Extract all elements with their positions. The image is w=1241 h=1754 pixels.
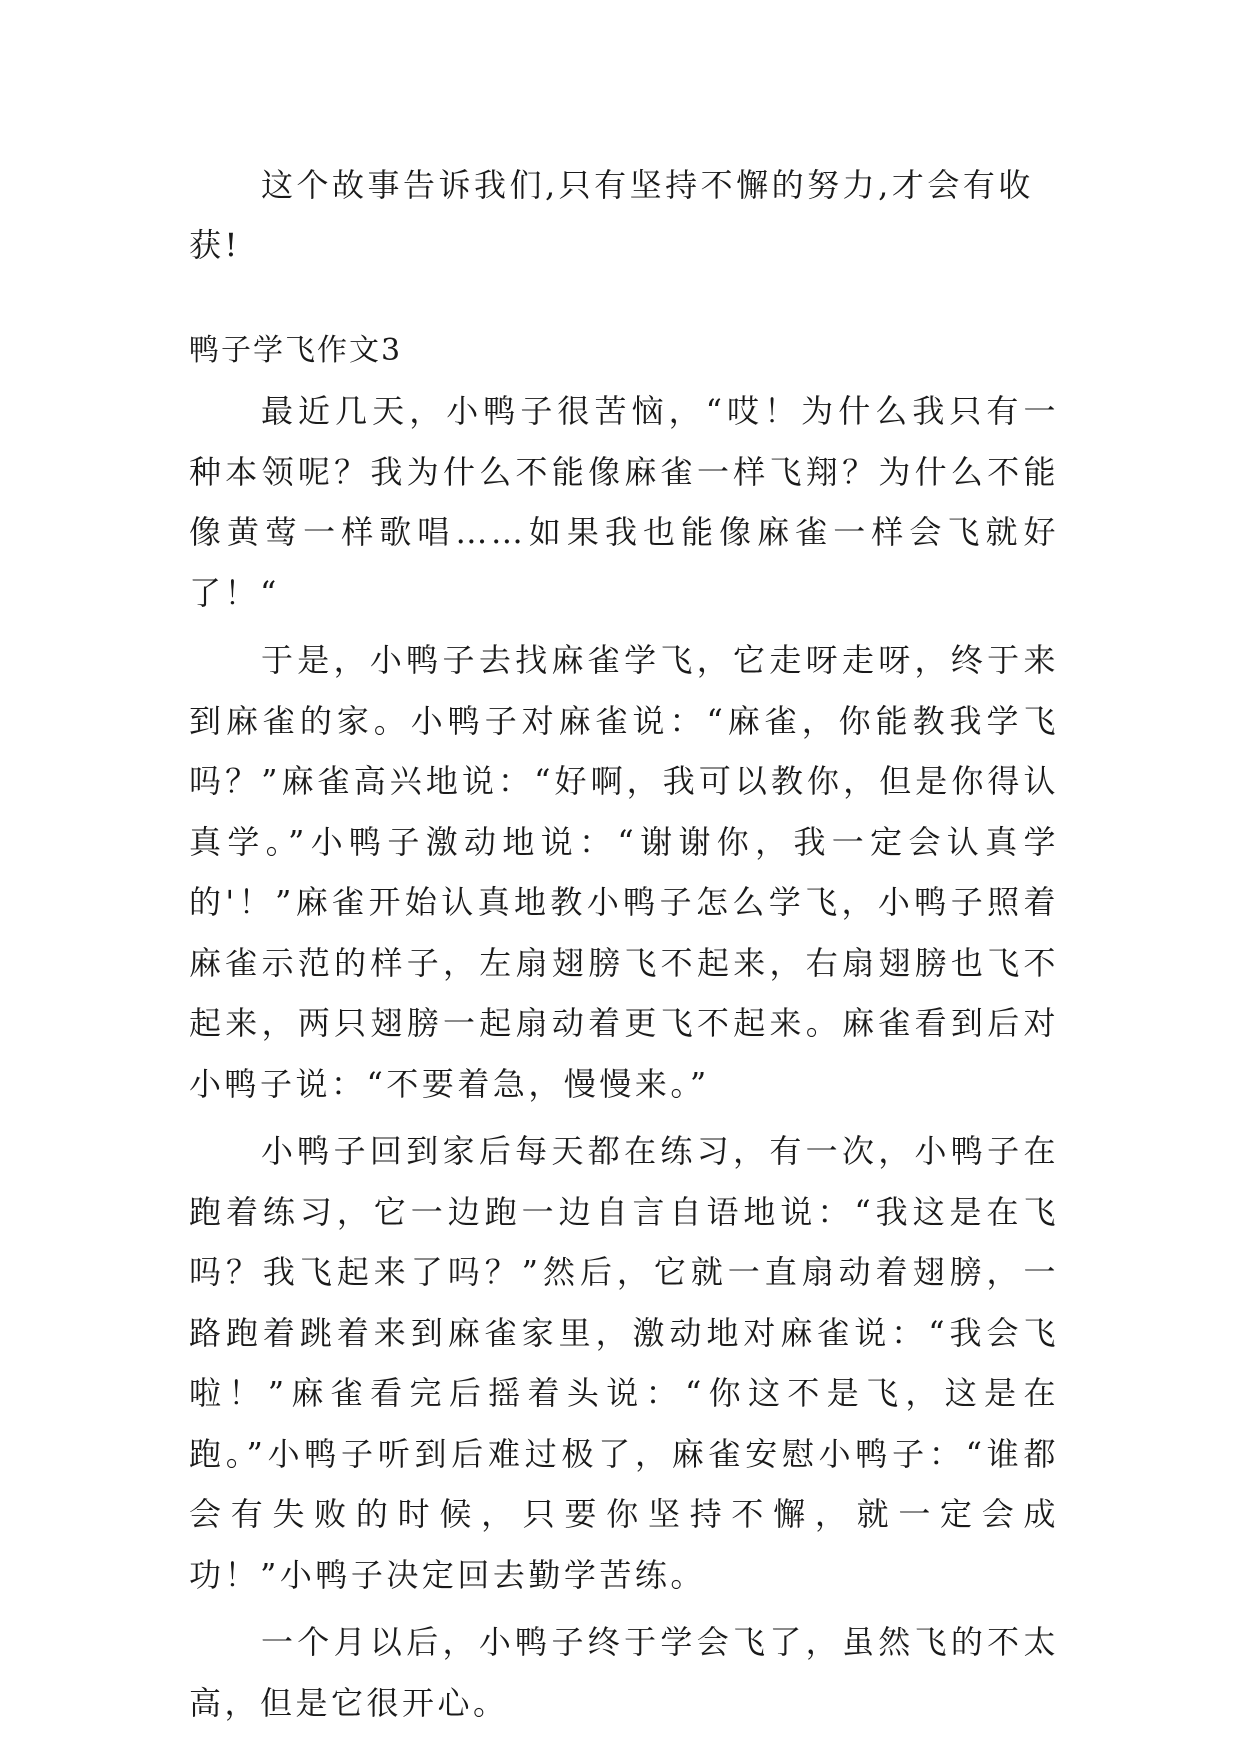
paragraph-1: 最近几天，小鸭子很苦恼，“哎！为什么我只有一种本领呢？我为什么不能像麻雀一样飞翔？为什么不能像黄莺一样歌唱……如果我也能像麻雀一样会飞就好了！“ [189, 392, 1059, 612]
section-title: 鸭子学飞作文3 [189, 333, 403, 368]
paragraph-4: 一个月以后，小鸭子终于学会飞了，虽然飞的不太高，但是它很开心。 [189, 1623, 1059, 1722]
intro-paragraph: 这个故事告诉我们,只有坚持不懈的努力,才会有收获! [189, 166, 1034, 264]
paragraph-3: 小鸭子回到家后每天都在练习，有一次，小鸭子在跑着练习，它一边跑一边自言自语地说：“我这是在飞吗？我飞起来了吗？”然后，它就一直扇动着翅膀，一路跑着跳着来到麻雀家里，激动地对麻雀说：“我会飞啦！”麻雀看完后摇着头说：“你这不是飞，这是在跑。”小鸭子听到后难过极了，麻雀安慰小鸭子：“谁都会有失败的时候，只要你坚持不懈，就一定会成功！”小鸭子决定回去勤学苦练。 [189, 1132, 1059, 1594]
paragraph-2: 于是，小鸭子去找麻雀学飞，它走呀走呀，终于来到麻雀的家。小鸭子对麻雀说：“麻雀，你能教我学飞吗？”麻雀高兴地说：“好啊，我可以教你，但是你得认真学。”小鸭子激动地说：“谢谢你，我一定会认真学的'！”麻雀开始认真地教小鸭子怎么学飞，小鸭子照着麻雀示范的样子，左扇翅膀飞不起来，右扇翅膀也飞不起来，两只翅膀一起扇动着更飞不起来。麻雀看到后对小鸭子说：“不要着急，慢慢来。” [189, 641, 1059, 1103]
document-body [189, 155, 1059, 1733]
